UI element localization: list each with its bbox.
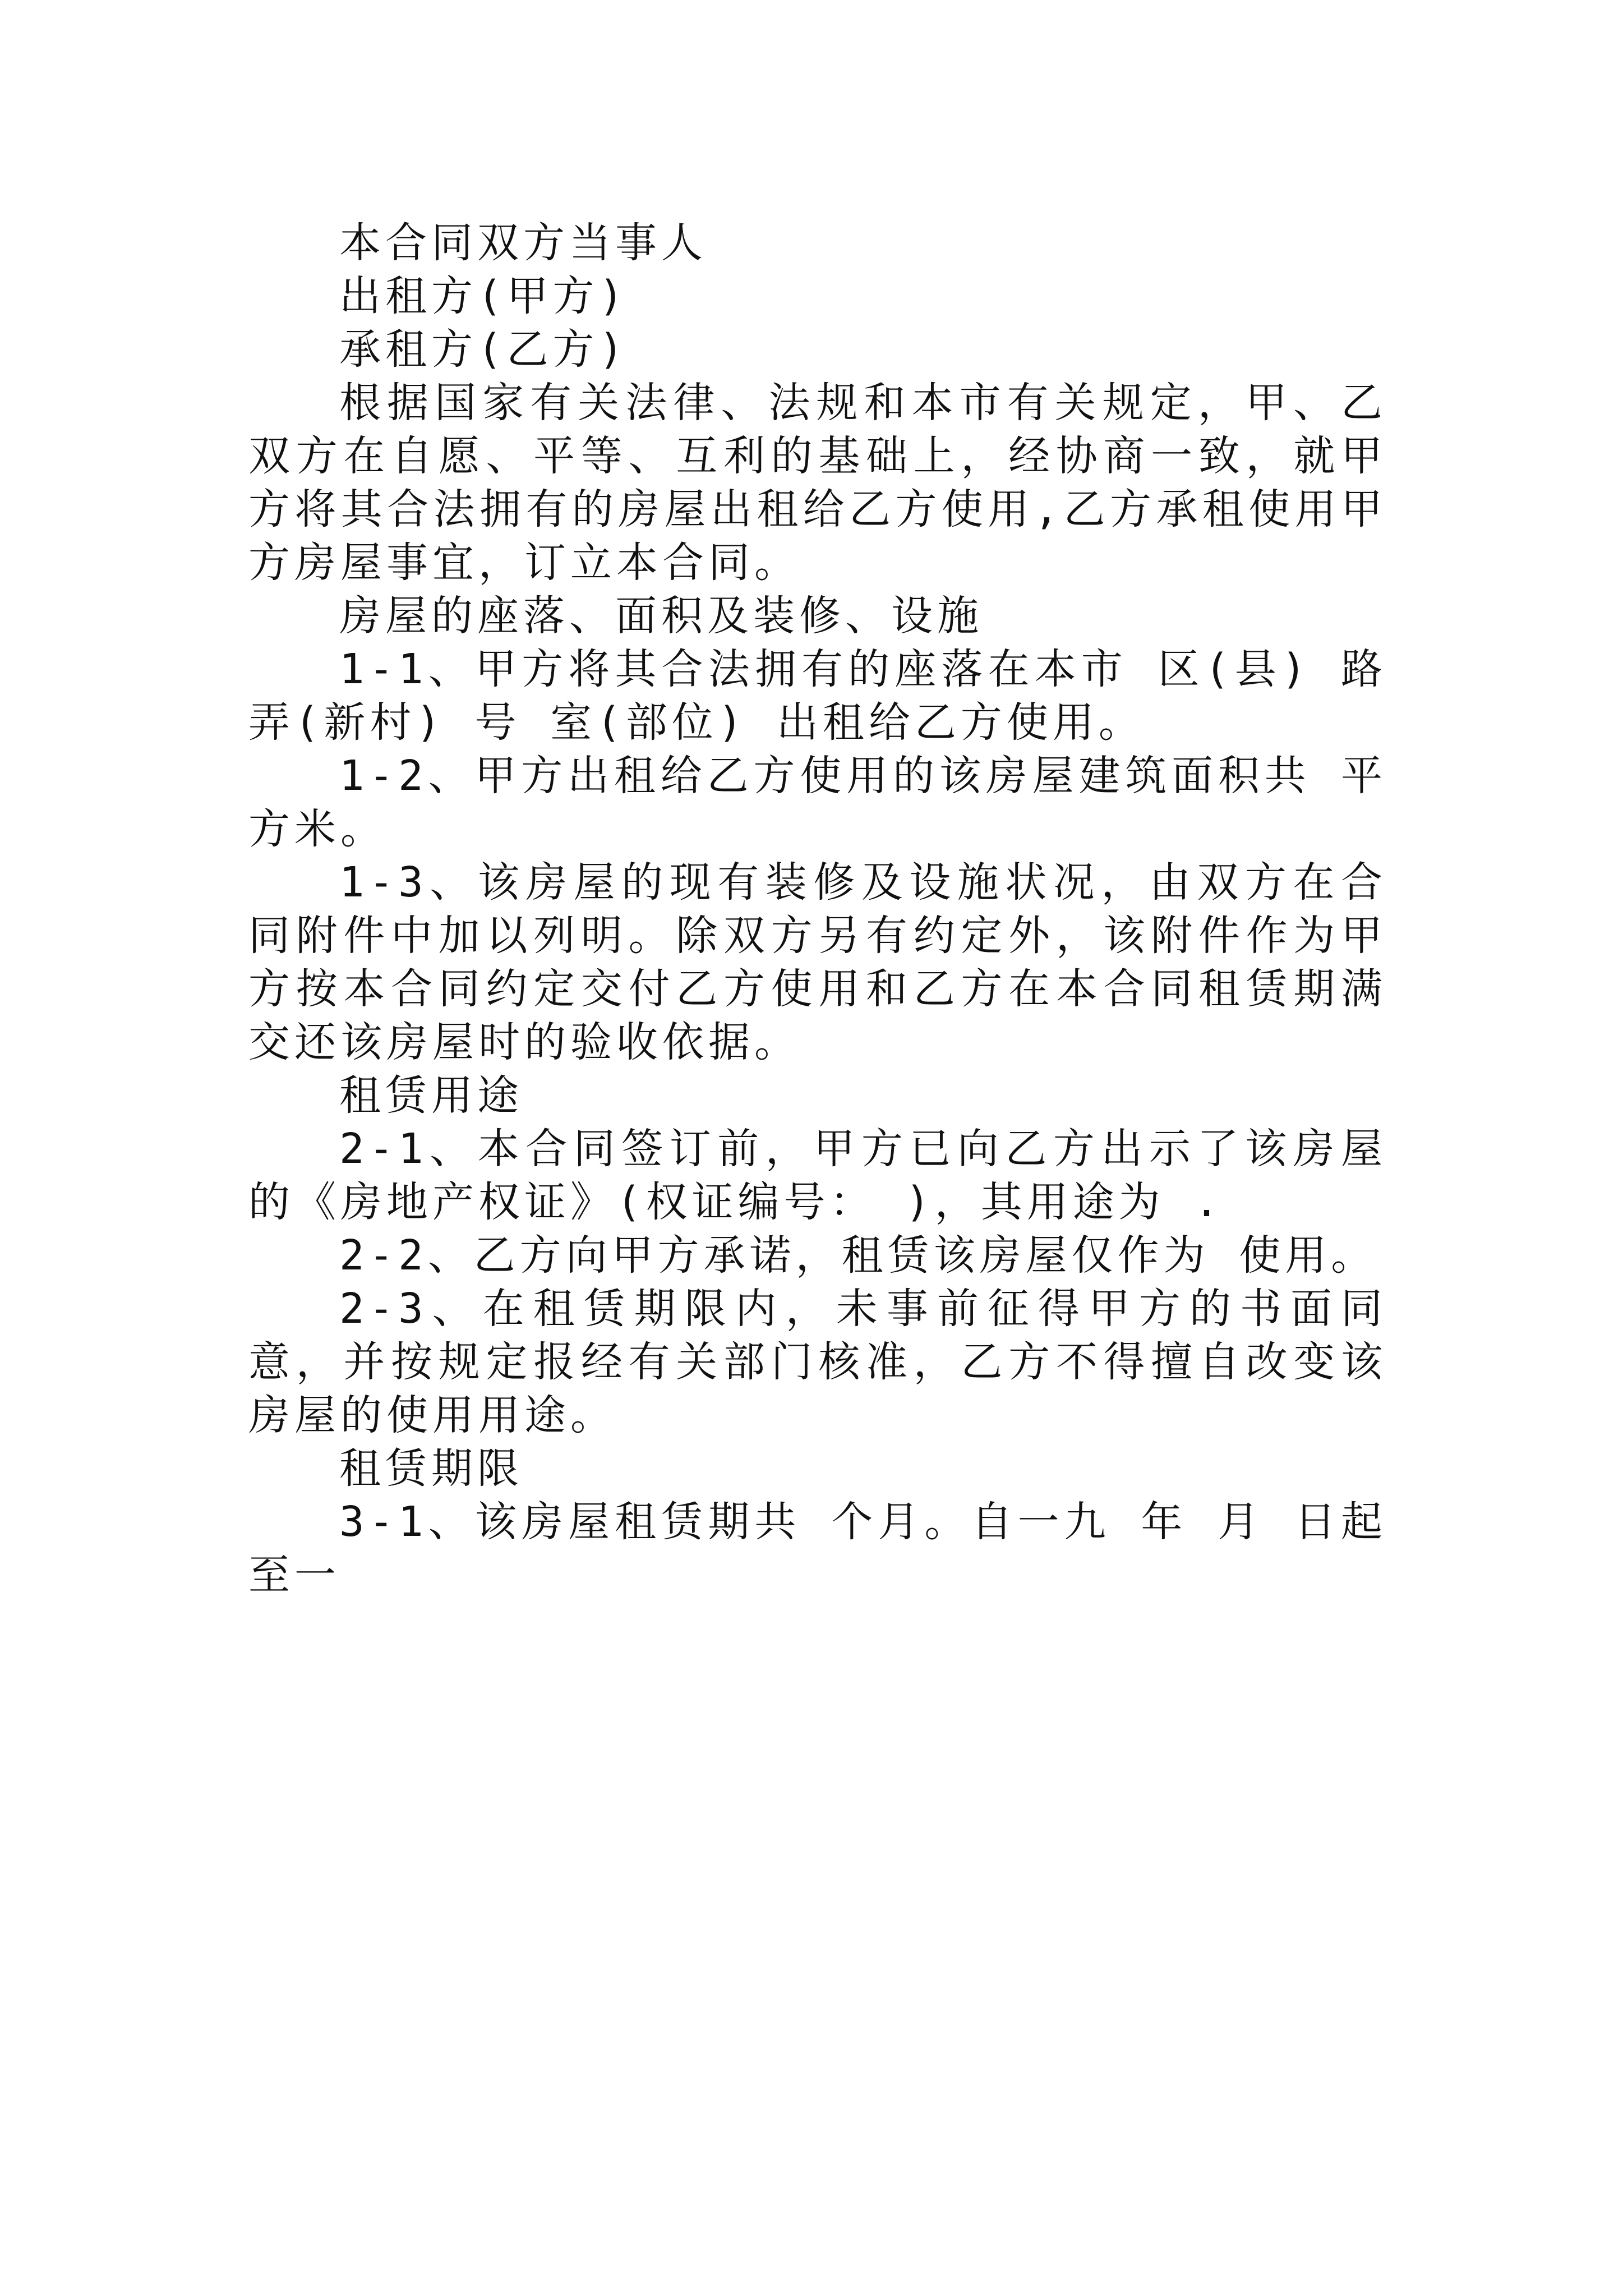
- clause-paragraph: 2-3、在租赁期限内，未事前征得甲方的书面同意，并按规定报经有关部门核准，乙方不得擅自改变该房屋的使用用途。: [248, 1285, 1387, 1439]
- clause-paragraph: 3-1、该房屋租赁期共 个月。自一九 年 月 日起至一: [248, 1498, 1387, 1599]
- clause-paragraph: 1-1、甲方将其合法拥有的座落在本市 区(县) 路 弄(新村) 号 室(部位) 出租给乙方使用。: [248, 645, 1387, 747]
- section-heading: 房屋的座落、面积及装修、设施: [339, 592, 983, 640]
- clause-paragraph: 1-2、甲方出租给乙方使用的该房屋建筑面积共 平方米。: [248, 752, 1387, 853]
- section-heading: 租赁用途: [339, 1071, 523, 1120]
- clause-paragraph: 1-3、该房屋的现有装修及设施状况，由双方在合同附件中加以列明。除双方另有约定外，该附件作为甲方按本合同约定交付乙方使用和乙方在本合同租赁期满交还该房屋时的验收依据。: [248, 858, 1387, 1066]
- clause-paragraph: 2-1、本合同签订前，甲方已向乙方出示了该房屋的《房地产权证》(权证编号： )，其用途为 .: [248, 1125, 1387, 1226]
- clause-paragraph: 2-2、乙方向甲方承诺，租赁该房屋仅作为 使用。: [339, 1231, 1377, 1280]
- party-lessor-line: 出租方(甲方): [339, 272, 629, 320]
- section-heading: 租赁期限: [339, 1444, 523, 1493]
- section-heading: 本合同双方当事人: [339, 219, 707, 267]
- document-body: [248, 217, 1387, 1602]
- party-lessee-line: 承租方(乙方): [339, 325, 629, 374]
- preamble-paragraph: 根据国家有关法律、法规和本市有关规定，甲、乙双方在自愿、平等、互利的基础上，经协商一致，就甲方将其合法拥有的房屋出租给乙方使用,乙方承租使用甲方房屋事宜，订立本合同。: [248, 379, 1387, 587]
